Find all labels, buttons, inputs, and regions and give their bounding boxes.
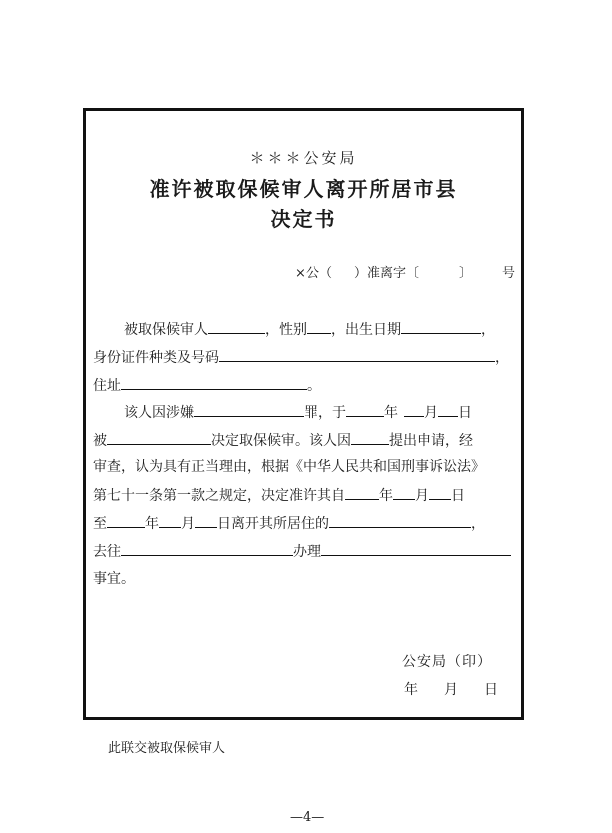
body-line-3 [93, 375, 321, 396]
punct-comma: ， [495, 350, 509, 366]
body-line-2 [93, 347, 509, 368]
blank-year[interactable] [346, 402, 384, 417]
body-line-7 [93, 485, 465, 506]
blank-address[interactable] [121, 375, 307, 390]
label-id-type: 身份证件种类及号码 [93, 350, 219, 366]
label-month: 月 [181, 516, 195, 532]
label-month: 月 [415, 488, 429, 504]
page-number: —4— [290, 810, 325, 825]
blank-name[interactable] [208, 319, 265, 334]
document-frame [83, 108, 524, 720]
body-line-1 [124, 319, 495, 340]
label-decision: 决定取保候审。该人因 [211, 433, 351, 449]
label-application: 提出申请，经 [389, 433, 473, 449]
body-line-8 [93, 513, 485, 534]
punct-comma: ， [481, 322, 495, 338]
sig-month: 月 [444, 682, 458, 698]
label-suspected-of: 该人因涉嫌 [124, 405, 194, 421]
document-title: 准许被取保候审人离开所居市县 [149, 177, 458, 201]
blank-to-month[interactable] [159, 513, 181, 528]
label-leave-residence: 日离开其所居住的 [217, 516, 329, 532]
label-year: 年 [379, 488, 393, 504]
label-address: 住址 [93, 378, 121, 394]
blank-reason[interactable] [351, 430, 389, 445]
agency-name: ＊＊＊公安局 [249, 149, 358, 167]
label-go-to: 去往 [93, 544, 121, 560]
label-crime-on: 罪，于 [304, 405, 346, 421]
blank-birthdate[interactable] [401, 319, 481, 334]
label-gender: ，性别 [265, 322, 307, 338]
label-birthdate: ，出生日期 [331, 322, 401, 338]
blank-from-day[interactable] [429, 485, 451, 500]
sig-day: 日 [484, 682, 498, 698]
document-subtitle: 决定书 [270, 207, 337, 231]
blank-to-year[interactable] [107, 513, 145, 528]
docno-suffix: 号 [501, 266, 515, 281]
blank-from-year[interactable] [345, 485, 379, 500]
copy-note: 此联交被取保候审人 [108, 741, 226, 756]
blank-residence[interactable] [329, 513, 471, 528]
blank-crime[interactable] [194, 402, 304, 417]
docno-mid2: 〕 [458, 266, 472, 281]
body-line-9 [93, 541, 511, 562]
signature-date [404, 679, 498, 699]
label-suspect: 被取保候审人 [124, 322, 208, 338]
blank-to-day[interactable] [195, 513, 217, 528]
label-day: 日 [458, 405, 472, 421]
label-year: 年 [145, 516, 159, 532]
blank-destination[interactable] [121, 541, 293, 556]
body-line-5 [93, 430, 473, 451]
body-line-6: 审查，认为具有正当理由，根据《中华人民共和国刑事诉讼法》 [93, 459, 485, 475]
punct-comma: ， [471, 516, 485, 532]
label-permit-from: 第七十一条第一款之规定，决定准许其自 [93, 488, 345, 504]
blank-decider[interactable] [107, 430, 211, 445]
blank-day[interactable] [438, 402, 458, 417]
blank-matter[interactable] [321, 541, 511, 556]
sig-year: 年 [404, 682, 418, 698]
label-year: 年 [384, 405, 398, 421]
label-by: 被 [93, 433, 107, 449]
issuer-seal: 公安局（印） [402, 654, 492, 670]
body-line-4 [124, 402, 472, 423]
body-line-10: 事宜。 [93, 571, 135, 587]
docno-prefix: ×公（ [295, 266, 332, 281]
blank-gender[interactable] [307, 319, 331, 334]
document-number [295, 262, 515, 281]
blank-month[interactable] [404, 402, 424, 417]
docno-mid: ）准离字〔 [353, 266, 419, 281]
label-handle: 办理 [293, 544, 321, 560]
label-until: 至 [93, 516, 107, 532]
punct-period: 。 [307, 378, 321, 394]
label-month: 月 [424, 405, 438, 421]
blank-from-month[interactable] [393, 485, 415, 500]
label-day: 日 [451, 488, 465, 504]
blank-id-number[interactable] [219, 347, 495, 362]
